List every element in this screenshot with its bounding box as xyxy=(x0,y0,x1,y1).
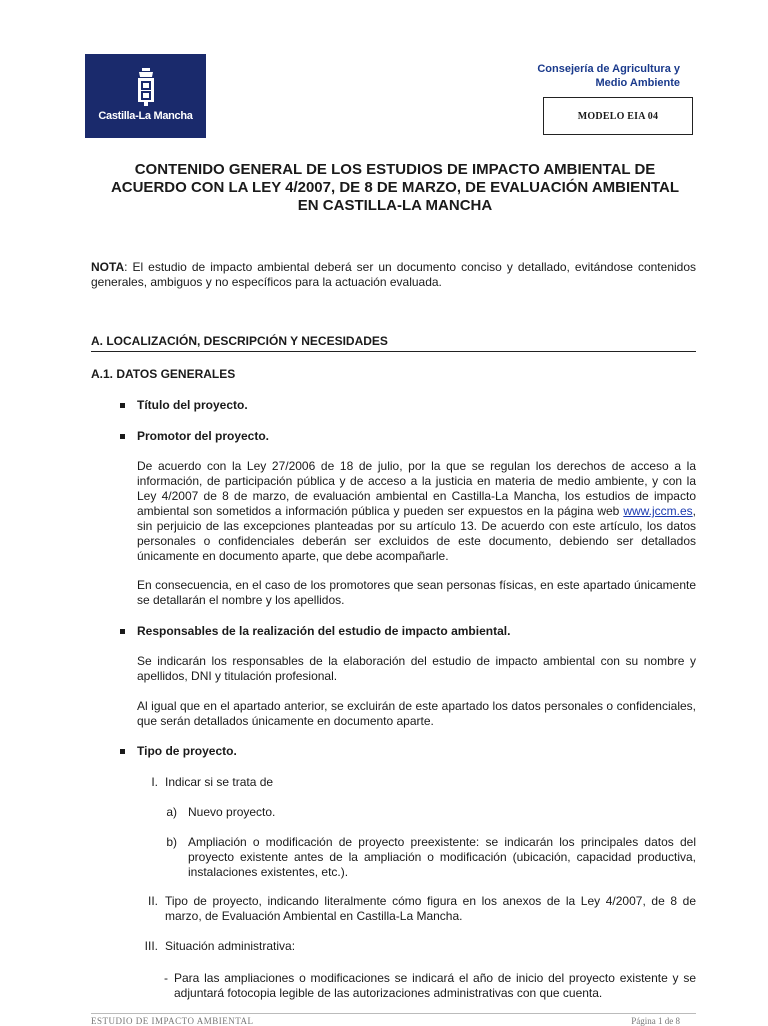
promotor-paragraph-2: En consecuencia, en el caso de los promotores que sean personas físicas, en este apartado únicamente se detallarán el nombre y los apellidos. xyxy=(137,578,696,607)
list-item-text: Situación administrativa: xyxy=(165,939,296,953)
list-number: III. xyxy=(144,939,158,953)
list-number: II. xyxy=(147,894,158,908)
note-paragraph xyxy=(91,260,696,290)
coat-of-arms-icon xyxy=(136,68,156,106)
promotor-text-b: , sin perjuicio de las excepciones planteadas por su artículo 13. De acuerdo con este artículo, los datos personales o confidenciales deberán ser excluidos de este documento, debiendo ser detallados únicamente en documento aparte, que debe acompañarle. xyxy=(137,504,696,563)
jccm-link[interactable]: www.jccm.es xyxy=(623,504,693,518)
promotor-text-a: De acuerdo con la Ley 27/2006 de 18 de julio, por la que se regulan los derechos de acceso a la información, de participación pública y de acceso a la justicia en materia de medio ambiente, y con la Ley 4/2007 de 8 de marzo, de evaluación ambiental en Castilla-La Mancha, los estudios de impacto ambiental son sometidos a información pública y pueden ser expuestos en la página web xyxy=(137,459,696,518)
list-number: I. xyxy=(151,775,158,789)
bullet-square-icon xyxy=(120,403,125,408)
list-dash: - xyxy=(164,971,168,985)
logo xyxy=(85,54,206,138)
note-text: : El estudio de impacto ambiental deberá ser un documento conciso y detallado, evitándose contenidos generales, ambiguos y no específicos para la actuación evaluada. xyxy=(91,260,696,289)
footer-left: ESTUDIO DE IMPACTO AMBIENTAL xyxy=(91,1016,254,1026)
title-line-3: EN CASTILLA-LA MANCHA xyxy=(297,197,493,214)
bullet-square-icon xyxy=(120,629,125,634)
bullet-responsables-label: Responsables de la realización del estudio de impacto ambiental. xyxy=(137,624,511,638)
document-title xyxy=(90,161,700,215)
department-name xyxy=(537,62,680,90)
title-line-1: CONTENIDO GENERAL DE LOS ESTUDIOS DE IMPACTO AMBIENTAL DE xyxy=(134,161,656,178)
department-line-1: Consejería de Agricultura y xyxy=(537,63,680,75)
bullet-tipo xyxy=(137,744,237,758)
bullet-promotor-label: Promotor del proyecto. xyxy=(137,429,270,443)
model-code-box: MODELO EIA 04 xyxy=(543,97,693,135)
list-letter: b) xyxy=(166,835,177,849)
bullet-promotor xyxy=(137,429,269,443)
bullet-square-icon xyxy=(120,434,125,439)
responsables-paragraph-2: Al igual que en el apartado anterior, se excluirán de este apartado los datos personales o confidenciales, que serán detallados únicamente en documento aparte. xyxy=(137,699,696,728)
responsables-paragraph-1: Se indicarán los responsables de la elaboración del estudio de impacto ambiental con su nombre y apellidos, DNI y titulación profesional. xyxy=(137,654,696,683)
section-a1-heading: A.1. DATOS GENERALES xyxy=(91,367,236,381)
list-item-text: Para las ampliaciones o modificaciones se indicará el año de inicio del proyecto existente y se adjuntará fotocopia legible de las autorizaciones administrativas con que cuenta. xyxy=(174,971,696,1000)
note-label: NOTA xyxy=(91,260,125,274)
bullet-square-icon xyxy=(120,749,125,754)
section-a-heading: A. LOCALIZACIÓN, DESCRIPCIÓN Y NECESIDADES xyxy=(91,334,696,352)
logo-text: Castilla-La Mancha xyxy=(98,110,193,122)
footer-divider xyxy=(91,1013,696,1014)
footer-page-number: Página 1 de 8 xyxy=(631,1016,680,1026)
bullet-tipo-label: Tipo de proyecto. xyxy=(137,744,237,758)
list-letter: a) xyxy=(166,805,177,819)
list-item-text: Nuevo proyecto. xyxy=(188,805,276,819)
bullet-titulo xyxy=(137,398,248,412)
list-item-text: Indicar si se trata de xyxy=(165,775,274,789)
title-line-2: ACUERDO CON LA LEY 4/2007, DE 8 DE MARZO, DE EVALUACIÓN AMBIENTAL xyxy=(110,179,680,196)
bullet-titulo-label: Título del proyecto. xyxy=(137,398,248,412)
department-line-2: Medio Ambiente xyxy=(595,77,680,89)
bullet-responsables xyxy=(137,624,510,638)
promotor-paragraph-1 xyxy=(137,459,696,564)
list-item-text: Tipo de proyecto, indicando literalmente cómo figura en los anexos de la Ley 4/2007, de 8 de marzo, de Evaluación Ambiental en Castilla-La Mancha. xyxy=(165,894,696,923)
list-item-text: Ampliación o modificación de proyecto preexistente: se indicarán los principales datos del proyecto existente antes de la ampliación o modificación (ubicación, capacidad productiva, instalaciones existentes, etc.). xyxy=(188,835,696,879)
